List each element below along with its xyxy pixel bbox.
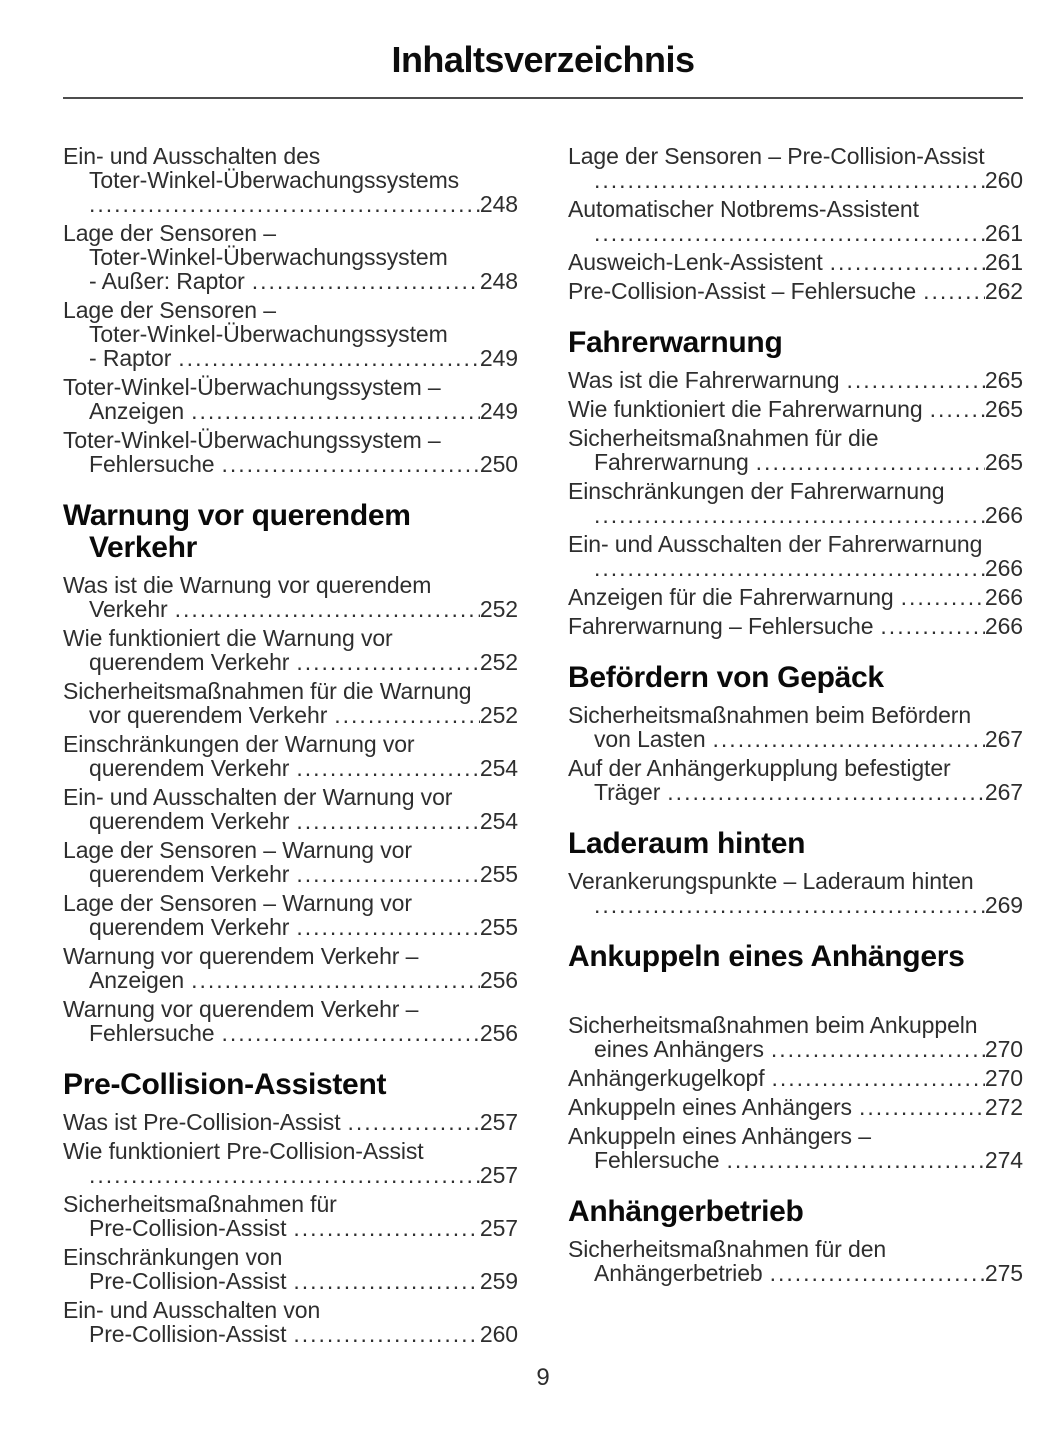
toc-entry-lastline [568,250,1023,274]
page-ref: 249 [479,398,518,424]
toc-entry-lastline [63,1163,518,1187]
toc-entry-lastline [568,1148,1023,1172]
page-ref: 257 [479,1109,518,1135]
section-heading [568,327,1023,359]
toc-entry [63,1192,518,1240]
dots-leader [89,1163,480,1187]
toc-entry [63,298,518,370]
page-title: Inhaltsverzeichnis [391,39,695,80]
toc-entry-lastline [568,168,1023,192]
toc-entry-lastline [568,893,1023,917]
section-heading [568,662,1023,694]
page-ref: 252 [479,649,518,675]
toc-entry-lastline [63,1269,518,1293]
toc-entry-text: Pre-Collision-Assist [89,1321,287,1347]
toc-entry [63,375,518,423]
dots-leader [667,780,985,804]
dots-leader [880,614,985,638]
page-ref: 261 [984,220,1023,246]
toc-entry-text: - Raptor [89,345,172,371]
dots-leader [859,1095,985,1119]
dots-leader [89,192,480,216]
toc-entry-lastline [568,397,1023,421]
toc-entry-text: Fehlersuche [594,1147,720,1173]
toc-column-right [568,144,1023,1351]
page-ref: 275 [984,1260,1023,1286]
toc-entry-lastline [568,279,1023,303]
page-ref: 265 [984,367,1023,393]
toc-entry-text: querendem Verkehr [89,808,290,834]
page-ref: 262 [984,278,1023,304]
section-heading-line: Befördern von Gepäck [568,661,884,694]
dots-leader [594,556,985,580]
page-ref: 270 [984,1036,1023,1062]
toc-entry [568,756,1023,804]
toc-entry-text: Anzeigen [89,967,185,993]
dots-leader [770,1261,985,1285]
page-ref: 248 [479,191,518,217]
toc-entry-line: Lage der Sensoren – Warnung vor [63,890,412,916]
page-ref: 266 [984,555,1023,581]
toc-entry [568,197,1023,245]
toc-entry-line: Ankuppeln eines Anhängers – [568,1123,871,1149]
toc-entry [568,1124,1023,1172]
toc-entry-line: Warnung vor querendem Verkehr – [63,996,419,1022]
dots-leader [221,1021,479,1045]
toc-entry-text: Fehlersuche [89,1020,215,1046]
toc-entry [568,279,1023,303]
toc-entry-line: Ein- und Ausschalten des [63,143,321,169]
page-ref: 254 [479,755,518,781]
toc-entry [568,426,1023,474]
toc-entry-lastline [568,368,1023,392]
page-ref: 265 [984,396,1023,422]
toc-entry-line: Lage der Sensoren – [63,297,276,323]
page-content [63,0,1023,1351]
toc-entry-text: querendem Verkehr [89,755,290,781]
toc-entry-text: Verkehr [89,596,168,622]
page-ref: 267 [984,779,1023,805]
toc-entry-line: Einschränkungen der Warnung vor [63,731,415,757]
dots-leader [296,756,480,780]
title-divider [63,97,1023,99]
toc-entry [568,1237,1023,1285]
toc-entry-lastline [568,450,1023,474]
dots-leader [726,1148,984,1172]
dots-leader [771,1037,985,1061]
toc-entry-line: Toter-Winkel-Überwachungssystem – [63,374,441,400]
toc-entry-text: Fahrerwarnung [594,449,749,475]
section-heading-line: Pre-Collision-Assistent [63,1068,387,1101]
toc-entry [63,1110,518,1134]
dots-leader [296,862,480,886]
page-ref: 266 [984,613,1023,639]
toc-entry [568,368,1023,392]
toc-entry-lastline [568,221,1023,245]
toc-entry-lastline [63,862,518,886]
section-heading [568,941,1023,973]
dots-leader [772,1066,985,1090]
toc-entry-text: Anzeigen für die Fahrerwarnung [568,584,894,610]
section-heading [63,1069,518,1101]
toc-entry-text: vor querendem Verkehr [89,702,328,728]
toc-entry [568,1095,1023,1119]
toc-entry-lastline [63,597,518,621]
toc-entry-line: Automatischer Notbrems-Assistent [568,196,919,222]
toc-entry-line: Toter-Winkel-Überwachungssystem [89,244,448,270]
dots-leader [901,585,985,609]
dots-leader [594,503,985,527]
toc-entry-line: Toter-Winkel-Überwachungssystems [89,167,460,193]
toc-entry-line: Wie funktioniert die Warnung vor [63,625,393,651]
toc-entry [568,585,1023,609]
toc-entry-line: Ein- und Ausschalten der Fahrerwarnung [568,531,983,557]
page-ref: 255 [479,861,518,887]
toc-entry [568,397,1023,421]
toc-entry-lastline [63,703,518,727]
toc-entry-lastline [63,452,518,476]
page-ref: 255 [479,914,518,940]
dots-leader [594,221,985,245]
section-heading-line: Ankuppeln eines Anhängers [568,940,965,973]
toc-entry-line: Ein- und Ausschalten von [63,1297,321,1323]
dots-leader [191,968,480,992]
dots-leader [923,279,985,303]
section-heading-line: Warnung vor querendem [63,499,411,532]
toc-entry-text: Ankuppeln eines Anhängers [568,1094,852,1120]
toc-entry-text: Pre-Collision-Assist [89,1215,287,1241]
dots-leader [348,1110,480,1134]
toc-entry-text: von Lasten [594,726,706,752]
toc-entry [568,703,1023,751]
toc-entry-lastline [63,399,518,423]
toc-entry [568,250,1023,274]
toc-entry-lastline [63,809,518,833]
toc-entry-line: Sicherheitsmaßnahmen für den [568,1236,887,1262]
toc-entry-line: Sicherheitsmaßnahmen für die Warnung [63,678,472,704]
toc-entry-lastline [568,727,1023,751]
toc-column-left [63,144,518,1351]
toc-entry [63,1298,518,1346]
toc-entry-line: Toter-Winkel-Überwachungssystem [89,321,448,347]
toc-entry-line: Einschränkungen der Fahrerwarnung [568,478,945,504]
page-ref: 260 [479,1321,518,1347]
dots-leader [175,597,480,621]
dots-leader [846,368,984,392]
toc-entry-lastline [568,503,1023,527]
toc-entry [63,573,518,621]
section-heading [568,1196,1023,1228]
toc-entry-lastline [568,1095,1023,1119]
page-ref: 267 [984,726,1023,752]
toc-entry-lastline [568,556,1023,580]
page-number: 9 [536,1364,550,1391]
toc-entry [63,144,518,216]
dots-leader [830,250,985,274]
page-ref: 274 [984,1147,1023,1173]
toc-entry-lastline [63,192,518,216]
dots-leader [296,915,480,939]
toc-entry-text: Anhängerkugelkopf [568,1065,765,1091]
toc-entry-line: Sicherheitsmaßnahmen für [63,1191,337,1217]
toc-entry-text: Anhängerbetrieb [594,1260,763,1286]
page-ref: 265 [984,449,1023,475]
page-ref: 249 [479,345,518,371]
section-heading-line: Laderaum hinten [568,827,806,860]
toc-entry-line: Auf der Anhängerkupplung befestigter [568,755,951,781]
toc-entry-line: Ein- und Ausschalten der Warnung vor [63,784,453,810]
toc-section [568,1196,1023,1285]
section-heading-line: Fahrerwarnung [568,326,783,359]
toc-entry-text: Pre-Collision-Assist [89,1268,287,1294]
toc-section [568,327,1023,638]
toc-entry [568,1013,1023,1061]
toc-entry-line: Was ist die Warnung vor querendem [63,572,432,598]
toc-entry [63,428,518,476]
toc-section [568,144,1023,303]
toc-entry [568,144,1023,192]
toc-entry-lastline [568,1066,1023,1090]
page-ref: 250 [479,451,518,477]
dots-leader [293,1216,480,1240]
toc-entry-text: Fahrerwarnung – Fehlersuche [568,613,874,639]
toc-entry-text: eines Anhängers [594,1036,764,1062]
toc-entry-line: Warnung vor querendem Verkehr – [63,943,419,969]
section-heading-line: Verkehr [89,531,197,564]
toc-entry-text: Pre-Collision-Assist – Fehlersuche [568,278,917,304]
toc-entry [63,732,518,780]
toc-section [568,828,1023,917]
dots-leader [221,452,479,476]
page-ref: 248 [479,268,518,294]
toc-entry [63,785,518,833]
toc-entry-lastline [63,1322,518,1346]
toc-entry-lastline [63,346,518,370]
toc-entry-line: Lage der Sensoren – [63,220,276,246]
toc-section [63,144,518,476]
page-ref: 261 [984,249,1023,275]
toc-columns [63,144,1023,1351]
toc-entry-lastline [568,1037,1023,1061]
toc-entry-line: Verankerungspunkte – Laderaum hinten [568,868,974,894]
toc-entry-line: Sicherheitsmaßnahmen für die [568,425,879,451]
dots-leader [293,1322,480,1346]
dots-leader [594,893,985,917]
section-heading [63,500,518,564]
page-ref: 266 [984,502,1023,528]
page-ref: 254 [479,808,518,834]
toc-entry-lastline [63,968,518,992]
toc-entry [63,679,518,727]
toc-entry-line: Einschränkungen von [63,1244,283,1270]
dots-leader [191,399,480,423]
dots-leader [713,727,985,751]
toc-entry-text: Was ist die Fahrerwarnung [568,367,840,393]
toc-entry-line: Toter-Winkel-Überwachungssystem – [63,427,441,453]
toc-entry-text: Träger [594,779,661,805]
toc-entry-lastline [63,1110,518,1134]
toc-entry-lastline [63,1021,518,1045]
page-ref: 252 [479,596,518,622]
toc-entry-text: querendem Verkehr [89,914,290,940]
toc-section [568,662,1023,804]
toc-entry-lastline [63,1216,518,1240]
page-ref: 270 [984,1065,1023,1091]
toc-entry-lastline [63,756,518,780]
page-ref: 260 [984,167,1023,193]
toc-entry-text: Wie funktioniert die Fahrerwarnung [568,396,923,422]
toc-entry-text: Was ist Pre-Collision-Assist [63,1109,341,1135]
toc-entry-text: - Außer: Raptor [89,268,245,294]
toc-entry-text: querendem Verkehr [89,649,290,675]
toc-entry [63,626,518,674]
section-heading-line: Anhängerbetrieb [568,1195,804,1228]
toc-section [568,941,1023,1172]
page-ref: 257 [479,1215,518,1241]
page-ref: 256 [479,1020,518,1046]
toc-entry-line: Wie funktioniert Pre-Collision-Assist [63,1138,424,1164]
toc-entry [568,869,1023,917]
toc-entry-lastline [568,780,1023,804]
toc-entry [568,614,1023,638]
page-ref: 259 [479,1268,518,1294]
toc-entry [63,221,518,293]
toc-entry-text: Anzeigen [89,398,185,424]
toc-entry-lastline [568,1261,1023,1285]
dots-leader [252,269,480,293]
toc-entry [63,1139,518,1187]
toc-entry-text: Fehlersuche [89,451,215,477]
toc-entry-line: Sicherheitsmaßnahmen beim Befördern [568,702,972,728]
toc-entry-line: Lage der Sensoren – Pre-Collision-Assist [568,143,985,169]
page-ref: 272 [984,1094,1023,1120]
toc-entry [63,944,518,992]
page-ref: 257 [479,1162,518,1188]
toc-section [63,500,518,1045]
toc-entry [568,479,1023,527]
page-ref: 256 [479,967,518,993]
page-ref: 266 [984,584,1023,610]
toc-entry-lastline [568,585,1023,609]
toc-entry [63,1245,518,1293]
toc-entry-line: Lage der Sensoren – Warnung vor [63,837,412,863]
section-heading [568,828,1023,860]
toc-entry-line: Sicherheitsmaßnahmen beim Ankuppeln [568,1012,978,1038]
toc-entry-lastline [568,614,1023,638]
dots-leader [178,346,480,370]
toc-entry [568,532,1023,580]
toc-section [63,1069,518,1346]
dots-leader [296,650,480,674]
dots-leader [293,1269,480,1293]
toc-entry [568,1066,1023,1090]
toc-entry-text: querendem Verkehr [89,861,290,887]
page-ref: 269 [984,892,1023,918]
toc-entry [63,838,518,886]
dots-leader [296,809,480,833]
toc-entry-text: Ausweich-Lenk-Assistent [568,249,823,275]
toc-entry [63,891,518,939]
dots-leader [594,168,985,192]
dots-leader [756,450,985,474]
dots-leader [334,703,480,727]
dots-leader [930,397,985,421]
toc-entry-lastline [63,650,518,674]
page-ref: 252 [479,702,518,728]
toc-entry-lastline [63,915,518,939]
toc-entry-lastline [63,269,518,293]
toc-entry [63,997,518,1045]
